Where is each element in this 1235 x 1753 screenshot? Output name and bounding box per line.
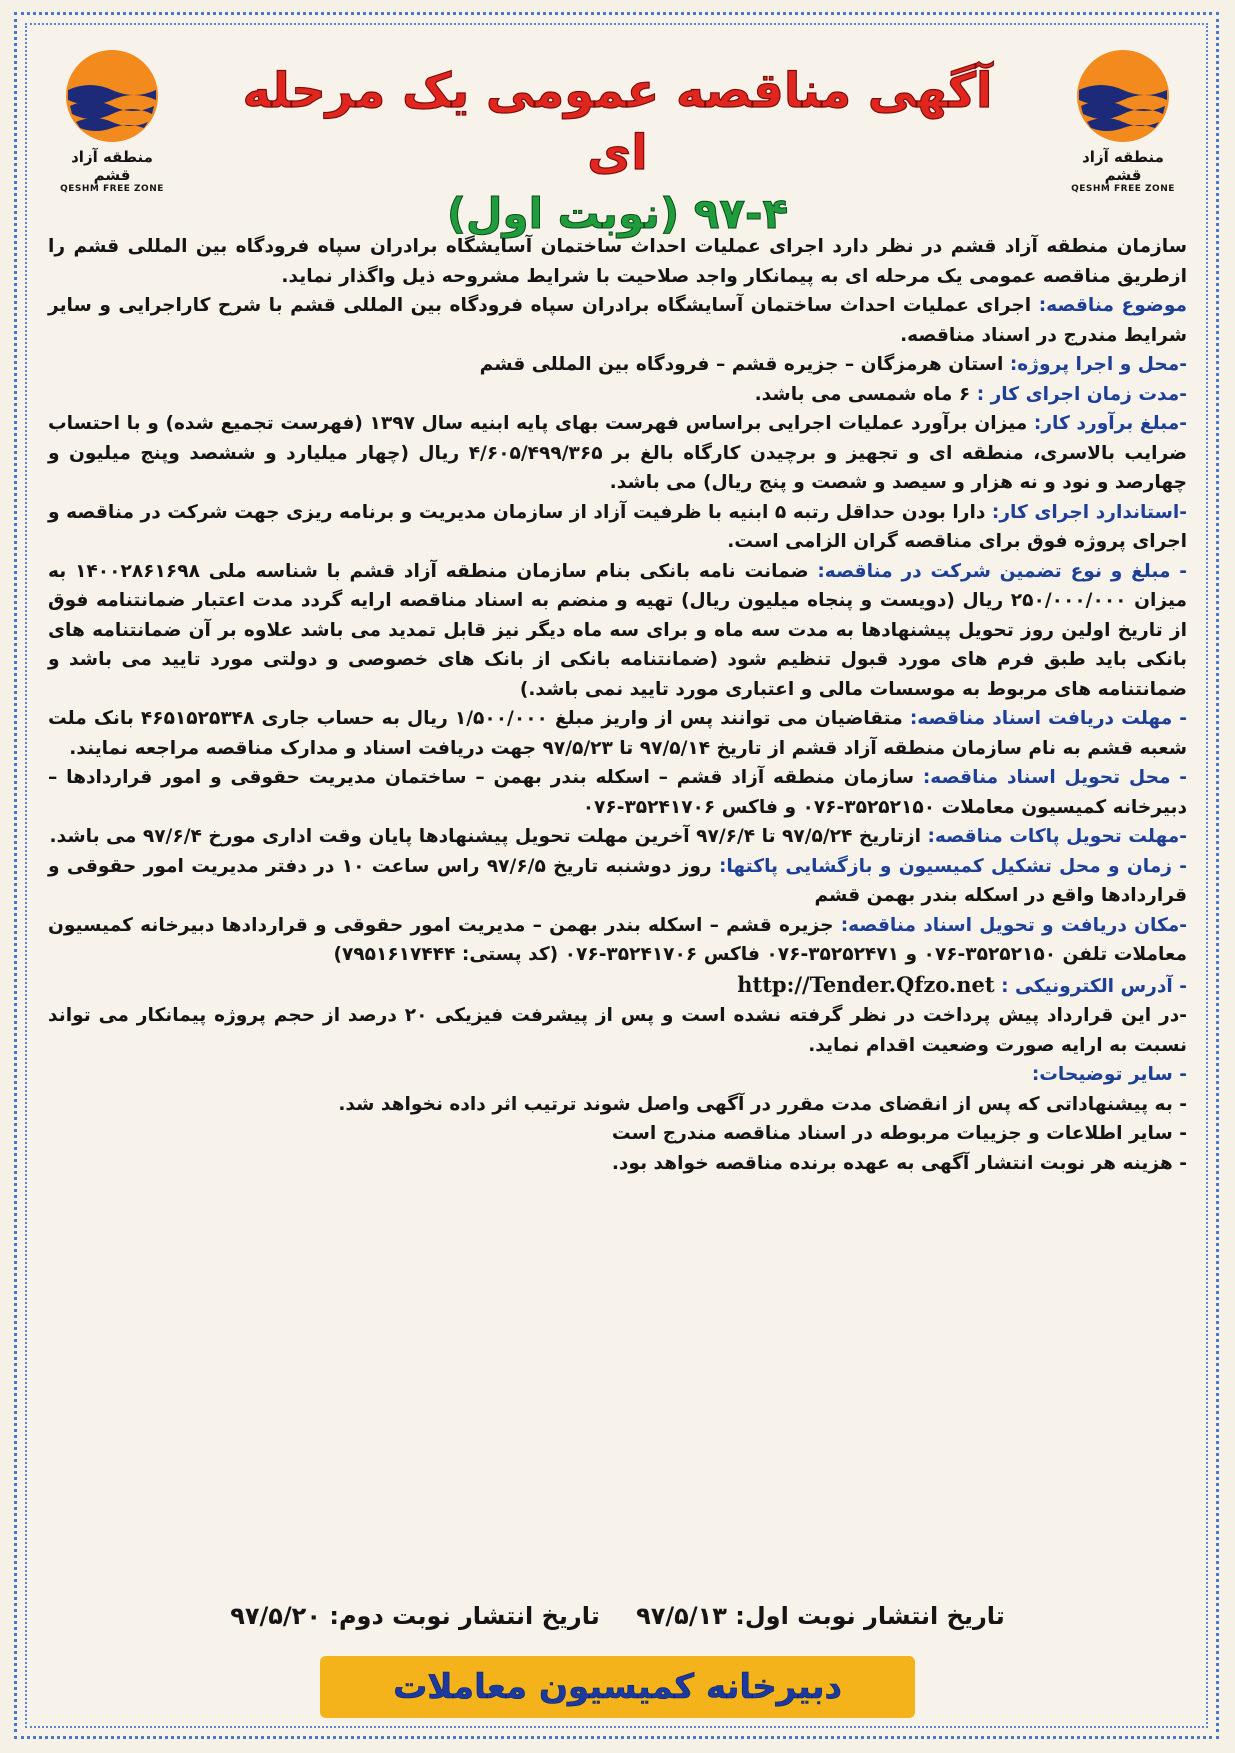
qeshm-emblem-icon — [62, 46, 162, 146]
section-opening — [48, 852, 1187, 911]
section-text: دارا بودن حداقل رتبه ۵ ابنیه با ظرفیت آزاد از سازمان مدیریت و برنامه ریزی جهت شرکت در مناقصه و اجرای پروژه فوق برای مناقصه گران الزامی است. — [48, 501, 1187, 552]
logo-text-fa: منطقه آزاد قشم — [1082, 148, 1164, 184]
qeshm-emblem-icon — [1073, 46, 1173, 146]
section-label: -مبلغ برآورد کار: — [1033, 413, 1187, 434]
section-label: -مهلت تحویل پاکات مناقصه: — [927, 826, 1187, 847]
footer-bar — [320, 1656, 915, 1718]
qeshm-logo-right — [1063, 46, 1183, 194]
section-text: سازمان منطقه آزاد قشم – اسکله بندر بهمن – ساختمان مدیریت حقوقی و امور قراردادها – دبیرخانه کمیسیون معاملات ۳۵۲۵۲۱۵۰-۰۷۶ و فاکس ۳۵۲۴۱۷۰۶-۰۷۶ — [48, 767, 1187, 818]
section-label: -مکان دریافت و تحویل اسناد مناقصه: — [840, 914, 1187, 936]
section-text: استان هرمزگان – جزیره قشم – فرودگاه بین المللی قشم — [479, 354, 1010, 375]
section-label: - مهلت دریافت اسناد مناقصه: — [909, 708, 1187, 729]
logo-text-fa: منطقه آزاد قشم — [71, 148, 153, 184]
payment-note: -در این قرارداد پیش پرداخت در نظر گرفته نشده است و پس از پیشرفت فیزیکی ۲۰ درصد از حجم پروژه پیمانکار می تواند نسبت به ارایه صورت وضعیت اقدام نماید. — [48, 1005, 1188, 1056]
section-text: ضمانت نامه بانکی بنام سازمان منطقه آزاد قشم با شناسه ملی ۱۴۰۰۲۸۶۱۶۹۸ به میزان ۲۵۰/۰۰۰/۰۰۰ ریال (دویست و پنجاه میلیون ریال) تهیه و منضم به اسناد مناقصه ارایه گردد مدت اعتبار ضمانتنامه فوق از تاریخ اولین روز تحویل پیشنهادها به مدت سه ماه و برای سه ماه دیگر نیز قابل تمدید می باشد علاوه بر آن ضمانتنامه های بانکی باید طبق فرم های مورد قبول تنظیم شود (ضمانتنامه بانکی از بانک های خصوصی و دولتی مورد تایید می باشد و ضمانتنامه های مربوط به موسسات مالی و اعتباری مورد تایید نمی باشد.) — [48, 560, 1187, 700]
notice-body — [48, 232, 1187, 1178]
section-subject — [48, 291, 1187, 350]
section-contact — [48, 911, 1187, 970]
section-location — [48, 350, 1187, 380]
section-doc-deadline — [48, 704, 1187, 763]
section-label: -مدت زمان اجرای کار : — [976, 383, 1187, 405]
section-label: موضوع مناقصه: — [1038, 295, 1187, 316]
section-label: - مبلغ و نوع تضمین شرکت در مناقصه: — [817, 560, 1188, 582]
first-publication-date: تاریخ انتشار نوبت اول: ۹۷/۵/۱۳ — [636, 1602, 1005, 1630]
section-label: -محل و اجرا پروژه: — [1009, 354, 1187, 375]
section-web — [48, 970, 1187, 1002]
section-text: ۶ ماه شمسی می باشد. — [754, 383, 977, 405]
notice-title: آگهی مناقصه عمومی یک مرحله ای — [242, 63, 993, 181]
title-block — [210, 60, 1025, 242]
second-publication-date: تاریخ انتشار نوبت دوم: ۹۷/۵/۲۰ — [230, 1602, 600, 1630]
section-text: میزان برآورد عملیات اجرایی براساس فهرست بهای پایه ابنیه سال ۱۳۹۷ (فهرست تجمیع شده) و با احتساب ضرایب بالاسری، منطقه ای و تجهیز و برچیدن کارگاه بالغ بر ۴/۶۰۵/۴۹۹/۳۶۵ ریال (چهار میلیارد و ششصد وپنج میلیون و چهارصد و نود و نه هزار و سیصد و شصت و پنج ریال) می باشد. — [48, 413, 1187, 493]
other-note-item: - به پیشنهاداتی که پس از انقضای مدت مقرر در آگهی واصل شوند ترتیب اثر داده نخواهد شد. — [338, 1093, 1187, 1115]
section-text: جزیره قشم – اسکله بندر بهمن – مدیریت امور حقوقی و قراردادها دبیرخانه کمیسیون معاملات تلفن ۳۵۲۵۲۱۵۰-۰۷۶ و ۳۵۲۵۲۴۷۱-۰۷۶ فاکس ۳۵۲۴۱۷۰۶-۰۷۶ (کد پستی: ۷۹۵۱۶۱۷۴۴۴) — [48, 914, 1187, 965]
section-text: متقاضیان می توانند پس از واریز مبلغ ۱/۵۰۰/۰۰۰ ریال به حساب جاری ۴۶۵۱۵۲۵۳۴۸ بانک ملت شعبه قشم به نام سازمان منطقه آزاد قشم از تاریخ ۹۷/۵/۱۴ تا ۹۷/۵/۲۳ جهت دریافت اسناد و مدارک مناقصه مراجعه نمایند. — [48, 708, 1187, 759]
tender-url-link[interactable]: http://Tender.Qfzo.net — [737, 971, 995, 997]
section-estimate — [48, 409, 1187, 498]
other-note-item: - سایر اطلاعات و جزییات مربوطه در اسناد مناقصه مندرج است — [611, 1123, 1187, 1144]
section-label: - زمان و محل تشکیل کمیسیون و بازگشایی پاکتها: — [718, 855, 1187, 877]
notice-subtitle: ۹۷-۴ (نوبت اول) — [446, 189, 789, 238]
footer-text: دبیرخانه کمیسیون معاملات — [393, 1667, 842, 1707]
section-envelope-deadline — [48, 822, 1187, 852]
other-note-item: - هزینه هر نوبت انتشار آگهی به عهده برنده مناقصه خواهد بود. — [611, 1152, 1187, 1174]
logo-text-en: QESHM FREE ZONE — [60, 184, 164, 194]
publication-dates — [48, 1602, 1187, 1630]
section-text: اجرای عملیات احداث ساختمان آسایشگاه برادران سپاه فرودگاه بین المللی قشم با شرح کاراجرایی و سایر شرایط مندرج در اسناد مناقصه. — [48, 295, 1187, 346]
section-text: ازتاریخ ۹۷/۵/۲۴ تا ۹۷/۶/۴ آخرین مهلت تحویل پیشنهادها پایان وقت اداری مورخ ۹۷/۶/۴ می باشد. — [49, 826, 928, 847]
section-label: -استاندارد اجرای کار: — [991, 501, 1187, 523]
section-standard — [48, 498, 1187, 557]
web-label: - آدرس الکترونیکی : — [1001, 975, 1187, 997]
logo-text-en: QESHM FREE ZONE — [1071, 184, 1175, 194]
section-doc-delivery — [48, 763, 1187, 822]
section-duration — [48, 380, 1187, 410]
other-notes-label: - سایر توضیحات: — [1031, 1064, 1187, 1085]
section-label: - محل تحویل اسناد مناقصه: — [922, 767, 1187, 788]
intro-paragraph: سازمان منطقه آزاد قشم در نظر دارد اجرای عملیات احداث ساختمان آسایشگاه برادران سپاه فرودگاه بین المللی قشم را ازطریق مناقصه عمومی یک مرحله ای به پیمانکار واجد صلاحیت با شرایط مشروحه ذیل واگذار نماید. — [48, 236, 1187, 287]
qeshm-logo-left — [52, 46, 172, 194]
section-text: روز دوشنبه تاریخ ۹۷/۶/۵ راس ساعت ۱۰ در دفتر مدیریت امور حقوقی و قراردادها واقع در اسکله بندر بهمن قشم — [48, 855, 1187, 906]
section-guarantee — [48, 557, 1187, 705]
